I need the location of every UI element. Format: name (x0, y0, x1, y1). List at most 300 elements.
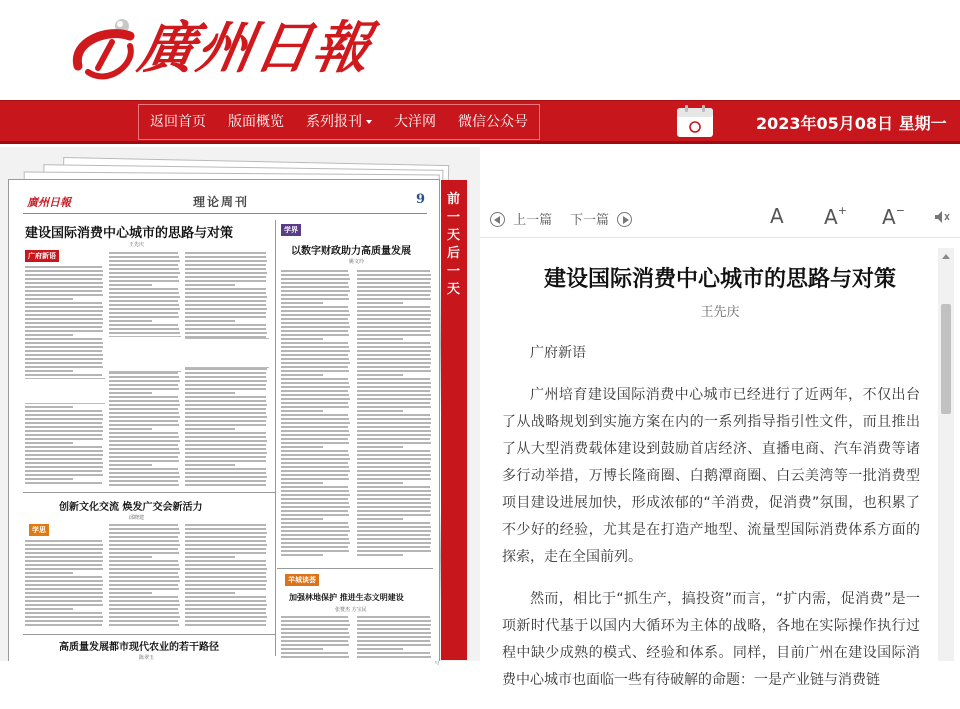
text-line (185, 604, 267, 606)
text-column (281, 616, 351, 661)
text-line (357, 298, 431, 300)
text-line (25, 568, 103, 570)
text-line (357, 294, 430, 296)
text-line (185, 528, 266, 530)
text-line (357, 640, 430, 642)
text-line (357, 378, 430, 380)
text-line (109, 408, 178, 410)
text-line (357, 338, 403, 340)
text-line (25, 434, 102, 436)
text-line (281, 450, 348, 452)
row-divider (23, 634, 275, 635)
text-line (357, 270, 430, 272)
text-line (109, 460, 179, 462)
text-line (357, 636, 431, 638)
text-line (109, 576, 179, 578)
text-line (357, 334, 431, 336)
text-line (357, 350, 431, 352)
text-line (109, 292, 179, 294)
pull-quote (25, 378, 105, 404)
text-line (185, 608, 266, 610)
text-line (281, 498, 348, 500)
text-line (281, 474, 348, 476)
text-line (25, 446, 102, 448)
text-line (109, 468, 178, 470)
text-line (185, 576, 266, 578)
text-line (185, 276, 266, 278)
text-line (109, 308, 180, 310)
main-column-tag: 广府新语 (25, 250, 59, 262)
font-down-label: A (882, 205, 896, 229)
text-line (185, 624, 266, 626)
text-line (185, 476, 267, 478)
text-line (185, 328, 266, 330)
text-column (357, 270, 433, 560)
column-divider (275, 220, 276, 656)
text-line (357, 310, 431, 312)
right-headline[interactable]: 以数字财政助力高质量发展 (291, 246, 411, 257)
article-reader (480, 196, 960, 688)
text-line (185, 484, 266, 486)
masthead-title: 廣州日報 (133, 15, 378, 81)
text-line (185, 600, 266, 602)
text-line (281, 382, 349, 384)
text-line (25, 370, 73, 372)
text-line (185, 456, 266, 458)
text-line (281, 326, 350, 328)
text-line (357, 438, 430, 440)
text-line (25, 564, 102, 566)
text-line (281, 636, 350, 638)
text-line (281, 640, 348, 642)
text-line (281, 534, 348, 536)
text-line (185, 252, 266, 254)
text-line (25, 592, 103, 594)
text-line (281, 354, 348, 356)
text-line (281, 656, 349, 658)
main-author: 王先庆 (129, 242, 145, 248)
text-line (25, 314, 102, 316)
text-line (357, 502, 431, 504)
newspaper-page-panel (0, 147, 480, 661)
text-line (25, 346, 103, 348)
text-line (357, 282, 430, 284)
row-divider (23, 492, 275, 493)
text-line (25, 422, 102, 424)
text-line (109, 604, 180, 606)
text-line (357, 330, 430, 332)
text-line (185, 612, 266, 614)
nav-page-overview[interactable] (217, 105, 295, 139)
text-line (109, 548, 178, 550)
text-line (25, 426, 103, 428)
text-line (185, 444, 266, 446)
text-line (281, 518, 323, 520)
text-line (185, 480, 266, 482)
text-line (185, 268, 266, 270)
text-line (25, 302, 102, 304)
text-line (185, 424, 266, 426)
text-line (281, 624, 350, 626)
text-line (357, 314, 431, 316)
text-line (25, 354, 103, 356)
text-line (281, 494, 350, 496)
text-line (109, 536, 178, 538)
text-line (185, 568, 267, 570)
text-line (109, 404, 180, 406)
text-line (281, 462, 348, 464)
text-line (25, 366, 103, 368)
text-line (281, 418, 349, 420)
text-line (357, 478, 431, 480)
text-line (281, 414, 348, 416)
forest-headline[interactable]: 加强林地保护 推进生态文明建设 (289, 592, 404, 602)
text-line (109, 416, 180, 418)
text-line (357, 386, 431, 388)
text-line (357, 390, 430, 392)
text-line (281, 302, 323, 304)
day-tab-char: 天 (447, 282, 461, 297)
minus-icon: − (895, 204, 905, 217)
text-line (25, 358, 103, 360)
text-line (357, 362, 431, 364)
text-line (109, 280, 179, 282)
text-line (357, 616, 430, 618)
text-line (25, 274, 103, 276)
text-line (281, 386, 350, 388)
text-line (357, 306, 430, 308)
text-line (281, 620, 349, 622)
nav-dayoo-label: 大洋网 (394, 114, 436, 130)
plus-icon: + (837, 204, 847, 217)
text-line (185, 448, 266, 450)
text-line (357, 286, 431, 288)
text-line (109, 624, 179, 626)
text-line (281, 482, 323, 484)
text-line (109, 288, 178, 290)
text-line (357, 628, 430, 630)
text-line (281, 322, 349, 324)
text-line (185, 272, 267, 274)
text-line (25, 608, 73, 610)
text-line (109, 464, 152, 466)
text-line (25, 406, 73, 408)
article-author: 王先庆 (700, 305, 740, 320)
text-line (185, 280, 266, 282)
text-line (25, 458, 102, 460)
text-line (185, 524, 266, 526)
text-line (357, 418, 431, 420)
text-line (109, 284, 152, 286)
text-line (185, 260, 267, 262)
text-line (185, 596, 266, 598)
next-day-link[interactable] (441, 228, 467, 300)
calendar-icon[interactable] (676, 105, 714, 138)
text-line (281, 510, 348, 512)
culture-author: 邱晓建 (129, 515, 145, 521)
text-line (357, 374, 403, 376)
text-line (281, 366, 348, 368)
font-reset-label: A (770, 204, 784, 228)
font-size-increase-button[interactable] (824, 204, 847, 229)
text-line (281, 470, 350, 472)
text-line (109, 552, 179, 554)
text-line (25, 580, 103, 582)
scroll-up-arrow-icon[interactable] (942, 254, 950, 259)
text-line (357, 474, 430, 476)
text-line (109, 260, 180, 262)
right-author: 姚文玲 (349, 259, 365, 265)
newspaper-page-image[interactable] (8, 179, 440, 661)
text-column (25, 540, 105, 630)
text-line (357, 442, 431, 444)
day-switch-tab (441, 180, 467, 660)
text-line (109, 452, 180, 454)
text-line (185, 464, 235, 466)
text-line (25, 310, 103, 312)
text-line (281, 298, 349, 300)
text-line (25, 438, 103, 440)
text-line (281, 334, 349, 336)
text-line (185, 580, 267, 582)
text-line (357, 534, 430, 536)
text-line (109, 544, 180, 546)
text-line (109, 332, 180, 334)
previous-article-button[interactable] (490, 209, 552, 228)
text-line (109, 424, 179, 426)
speaker-icon[interactable] (934, 210, 950, 224)
text-line (281, 350, 350, 352)
text-line (357, 494, 431, 496)
text-line (25, 560, 103, 562)
text-line (109, 596, 178, 598)
text-line (109, 524, 178, 526)
text-line (185, 584, 266, 586)
scroll-thumb[interactable] (941, 304, 951, 414)
text-line (357, 402, 430, 404)
text-line (281, 616, 348, 618)
text-line (185, 560, 266, 562)
article-scrollbar[interactable] (938, 248, 954, 661)
text-column (109, 524, 181, 630)
text-line (185, 416, 267, 418)
text-line (185, 556, 235, 558)
text-line (357, 394, 431, 396)
text-line (281, 378, 348, 380)
text-line (357, 382, 431, 384)
text-line (281, 478, 349, 480)
text-line (25, 462, 103, 464)
text-line (281, 522, 348, 524)
nav-dayoo[interactable] (383, 105, 447, 139)
text-line (25, 604, 103, 606)
text-line (281, 342, 348, 344)
text-line (357, 302, 403, 304)
text-line (25, 290, 102, 292)
text-line (281, 410, 323, 412)
text-line (109, 428, 152, 430)
text-line (357, 522, 430, 524)
text-line (109, 324, 178, 326)
text-line (281, 454, 349, 456)
text-line (185, 436, 266, 438)
text-line (357, 274, 431, 276)
text-line (281, 310, 349, 312)
text-line (25, 616, 103, 618)
text-line (357, 322, 431, 324)
text-line (185, 592, 235, 594)
text-line (185, 428, 235, 430)
text-line (357, 414, 430, 416)
font-size-reset-button[interactable] (770, 204, 784, 228)
text-line (109, 584, 178, 586)
text-line (357, 326, 431, 328)
nav-home-label: 返回首页 (150, 114, 206, 130)
nav-wechat[interactable] (447, 105, 539, 139)
agri-headline[interactable]: 高质量发展都市现代农业的若干路径 (59, 642, 219, 653)
page-number: 9 (415, 192, 425, 207)
nav-series-publications[interactable] (295, 105, 383, 139)
text-line (185, 588, 266, 590)
nav-home[interactable] (139, 105, 217, 139)
text-line (109, 528, 179, 530)
text-line (281, 338, 323, 340)
text-line (357, 434, 431, 436)
text-line (25, 322, 103, 324)
text-line (25, 600, 102, 602)
text-line (25, 334, 73, 336)
text-line (357, 342, 430, 344)
text-line (185, 468, 266, 470)
text-line (281, 648, 323, 650)
text-line (357, 632, 431, 634)
text-line (357, 406, 431, 408)
text-line (357, 644, 431, 646)
text-line (185, 564, 266, 566)
text-line (185, 388, 266, 390)
text-line (109, 312, 178, 314)
font-up-label: A (824, 205, 838, 229)
next-article-button[interactable] (570, 209, 632, 228)
text-line (25, 540, 102, 542)
text-line (109, 328, 179, 330)
text-line (109, 300, 178, 302)
text-line (185, 372, 266, 374)
text-line (25, 556, 103, 558)
text-line (281, 538, 349, 540)
text-line (281, 526, 349, 528)
text-line (25, 298, 73, 300)
day-tab-char: 前 (447, 192, 461, 207)
text-line (281, 652, 348, 654)
arrow-left-icon (490, 212, 505, 227)
text-line (357, 498, 430, 500)
text-column (357, 616, 433, 661)
page-logo: 廣州日報 (27, 196, 71, 209)
previous-article-label: 上一篇 (513, 213, 553, 228)
culture-headline[interactable]: 创新文化交流 焕发广交会新活力 (59, 502, 203, 513)
text-line (281, 290, 350, 292)
text-line (185, 432, 266, 434)
text-line (357, 656, 431, 658)
text-line (185, 404, 267, 406)
text-line (357, 450, 430, 452)
font-size-decrease-button[interactable] (882, 204, 905, 229)
text-line (281, 530, 350, 532)
text-line (357, 550, 431, 552)
text-line (25, 338, 102, 340)
text-line (109, 588, 179, 590)
text-line (25, 286, 103, 288)
text-line (357, 470, 431, 472)
text-line (357, 506, 431, 508)
text-line (281, 506, 350, 508)
pull-quote (185, 338, 269, 368)
text-line (185, 412, 266, 414)
text-line (185, 392, 235, 394)
text-column (185, 524, 269, 630)
page-header (23, 192, 427, 214)
text-line (357, 538, 431, 540)
text-line (357, 514, 431, 516)
main-headline[interactable]: 建设国际消费中心城市的思路与对策 (25, 226, 234, 241)
next-article-label: 下一篇 (570, 213, 610, 228)
text-line (109, 272, 180, 274)
text-line (357, 290, 431, 292)
text-line (25, 350, 102, 352)
text-line (185, 396, 266, 398)
text-line (25, 410, 102, 412)
top-navigation-bar (0, 100, 960, 144)
text-line (281, 458, 350, 460)
text-line (357, 620, 431, 622)
nav-page-overview-label: 版面概览 (228, 114, 284, 130)
text-line (281, 486, 348, 488)
text-line (25, 266, 102, 268)
text-line (109, 556, 152, 558)
text-line (185, 312, 266, 314)
text-line (281, 306, 348, 308)
text-line (109, 600, 179, 602)
text-line (25, 544, 103, 546)
text-line (357, 542, 431, 544)
text-line (25, 294, 103, 296)
text-line (185, 308, 267, 310)
text-line (357, 510, 430, 512)
text-line (25, 576, 102, 578)
text-line (109, 376, 179, 378)
text-line (281, 550, 349, 552)
text-line (25, 478, 73, 480)
text-line (185, 572, 266, 574)
text-line (109, 476, 180, 478)
day-tab-char: 一 (447, 264, 461, 279)
text-line (25, 450, 103, 452)
text-line (109, 412, 179, 414)
text-line (281, 542, 350, 544)
text-line (109, 572, 178, 574)
text-line (25, 430, 103, 432)
text-line (185, 540, 266, 542)
text-line (25, 342, 103, 344)
text-line (25, 326, 102, 328)
right-column-tag: 学界 (281, 224, 301, 236)
text-line (357, 422, 431, 424)
text-line (357, 318, 430, 320)
text-line (281, 362, 350, 364)
text-line (25, 362, 102, 364)
text-column (281, 270, 351, 560)
